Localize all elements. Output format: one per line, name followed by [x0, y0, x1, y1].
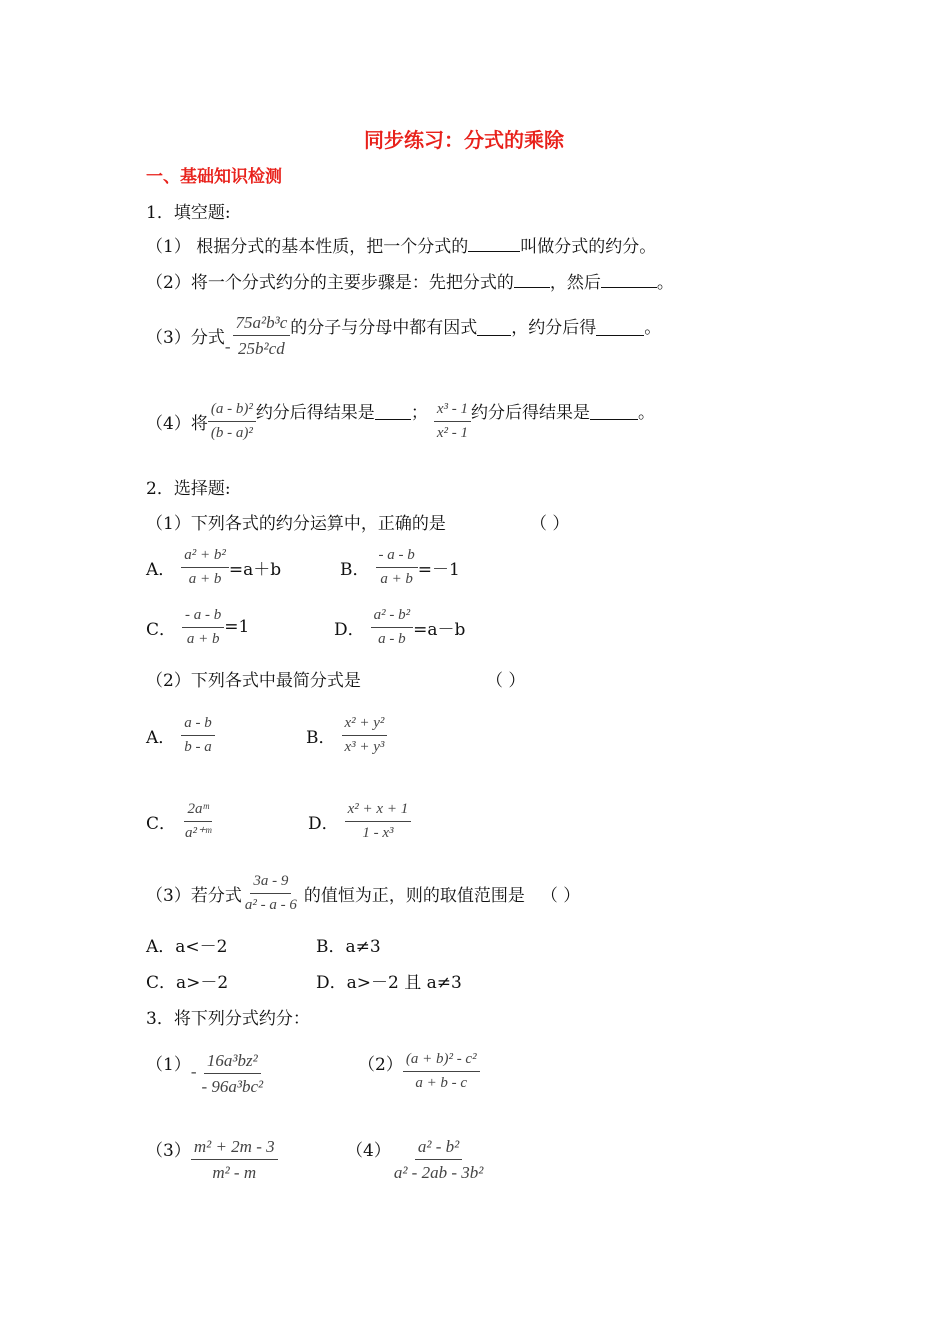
fraction [233, 312, 291, 360]
denominator: a² - 2ab - 3b² [393, 1163, 484, 1183]
q1-2-mid: ，然后 [549, 273, 601, 293]
option-label: B． [306, 727, 336, 748]
q1-2-text: （2）将一个分式约分的主要步骤是：先把分式的 [146, 273, 514, 293]
fraction [199, 1050, 267, 1098]
q2-3-stem [146, 872, 580, 915]
option-a[interactable] [146, 714, 215, 757]
option-b[interactable]: B．a≠3 [316, 937, 381, 957]
option-rhs: =－1 [417, 559, 460, 580]
option-d[interactable] [308, 800, 411, 843]
denominator: x³ + y³ [344, 738, 385, 755]
q3-item-2 [358, 1050, 480, 1093]
q2-label: 2．选择题: [146, 479, 231, 499]
fraction [242, 872, 300, 915]
q3-item-4 [346, 1136, 486, 1184]
q1-item-4 [146, 400, 655, 443]
page-title: 同步练习：分式的乘除 [364, 128, 564, 152]
numerator: 16a³bz² [204, 1050, 261, 1074]
option-c[interactable] [146, 800, 214, 843]
section-heading: 一、基础知识检测 [146, 167, 282, 187]
q3-label: 3．将下列分式约分： [146, 1009, 310, 1029]
q1-1-post: 叫做分式的约分。 [520, 237, 657, 257]
option-b[interactable] [340, 546, 460, 589]
fraction [191, 1136, 278, 1184]
answer-blank[interactable] [375, 400, 411, 420]
denominator: b - a [184, 738, 212, 755]
denominator: m² - m [212, 1163, 257, 1183]
q1-3-text: （3）分式 [146, 328, 225, 349]
q1-3-mid: 的分子与分母中都有因式 [290, 318, 478, 339]
item-label: （2） [358, 1055, 403, 1075]
fraction [182, 606, 224, 649]
answer-blank[interactable] [514, 268, 550, 288]
numerator: (a - b)² [208, 400, 256, 422]
numerator: a - b [181, 714, 215, 736]
fraction [342, 714, 388, 757]
numerator: 75a²b³c [233, 312, 291, 336]
q3-item-1 [146, 1050, 266, 1098]
fraction [371, 606, 414, 649]
fraction [208, 400, 256, 443]
minus-sign: - [224, 336, 231, 356]
q1-item-3 [146, 312, 661, 360]
option-label: A． [146, 559, 176, 580]
denominator: 1 - x³ [362, 824, 394, 841]
fraction [391, 1136, 487, 1184]
item-label: （1） [146, 1055, 191, 1075]
numerator: x² + x + 1 [345, 800, 412, 822]
numerator: - a - b [376, 546, 418, 568]
denominator: a + b [380, 570, 413, 587]
denominator: 25b²cd [238, 339, 285, 359]
denominator: a² - a - 6 [244, 896, 297, 913]
option-a[interactable] [146, 546, 281, 589]
option-label: B． [340, 559, 370, 580]
q1-label: 1．填空题: [146, 203, 231, 223]
q1-4-sep: ； [410, 402, 428, 423]
q2-3-paren: （ ） [540, 885, 581, 906]
q2-2-paren: （ ） [486, 671, 526, 691]
option-label: C． [146, 813, 177, 834]
q3-item-3 [146, 1136, 278, 1184]
numerator: a² - b² [415, 1136, 462, 1160]
option-a[interactable]: A．a<－2 [146, 937, 228, 957]
q1-2-post: 。 [656, 273, 674, 293]
q1-4-mid2: 约分后得结果是 [470, 402, 590, 423]
numerator: 2aᵐ [184, 800, 211, 822]
option-label: C． [146, 619, 177, 640]
option-rhs: =a－b [413, 619, 466, 640]
option-c[interactable] [146, 606, 249, 649]
numerator: x³ - 1 [434, 400, 471, 422]
answer-blank[interactable] [468, 232, 520, 252]
q1-3-mid2: ，约分后得 [511, 318, 597, 339]
numerator: (a + b)² - c² [403, 1050, 480, 1072]
numerator: m² + 2m - 3 [191, 1136, 278, 1160]
option-d[interactable]: D．a>－2 且 a≠3 [316, 973, 462, 993]
item-label: （4） [346, 1141, 391, 1161]
fraction [181, 714, 215, 757]
fraction [376, 546, 418, 589]
denominator: a²⁺ᵐ [185, 824, 212, 841]
denominator: (b - a)² [210, 424, 253, 441]
numerator: x² + y² [342, 714, 388, 736]
option-b[interactable] [306, 714, 387, 757]
q2-3-pre: （3）若分式 [146, 885, 242, 906]
option-c[interactable]: C．a>－2 [146, 973, 229, 993]
answer-blank[interactable] [596, 316, 644, 336]
denominator: x² - 1 [436, 424, 468, 441]
option-rhs: =1 [224, 617, 250, 638]
q1-4-mid: 约分后得结果是 [255, 402, 375, 423]
option-label: D． [334, 619, 365, 640]
q2-1-stem: （1）下列各式的约分运算中，正确的是 [146, 514, 446, 534]
q1-3-post: 。 [644, 318, 662, 339]
option-rhs: =a＋b [228, 559, 282, 580]
option-d[interactable] [334, 606, 465, 649]
minus-sign: - [190, 1062, 197, 1081]
numerator: 3a - 9 [250, 872, 291, 894]
q1-4-post: 。 [637, 402, 655, 423]
denominator: a + b [188, 570, 222, 587]
option-label: A． [146, 727, 176, 748]
q2-2-stem: （2）下列各式中最简分式是 [146, 671, 361, 691]
answer-blank[interactable] [477, 316, 511, 336]
fraction [345, 800, 412, 843]
fraction [181, 546, 229, 589]
option-label: D． [308, 813, 339, 834]
numerator: a² + b² [181, 546, 229, 568]
q2-1-paren: （ ） [530, 514, 570, 534]
numerator: a² - b² [371, 606, 414, 628]
fraction [182, 800, 214, 843]
q1-item-1 [146, 232, 656, 257]
q1-4-text: （4）将 [146, 413, 208, 434]
answer-blank[interactable] [601, 268, 657, 288]
fraction [403, 1050, 480, 1093]
item-label: （3） [146, 1141, 191, 1161]
q1-item-2 [146, 268, 674, 293]
denominator: a - b [378, 630, 406, 647]
denominator: a + b [186, 630, 220, 647]
q1-1-text: （1） 根据分式的基本性质，把一个分式的 [146, 237, 469, 257]
denominator: a + b - c [415, 1074, 468, 1091]
answer-blank[interactable] [590, 400, 638, 420]
fraction [434, 400, 471, 443]
denominator: - 96a³bc² [201, 1077, 264, 1097]
q2-3-post: 的值恒为正，则的取值范围是 [303, 885, 525, 906]
numerator: - a - b [182, 606, 224, 628]
